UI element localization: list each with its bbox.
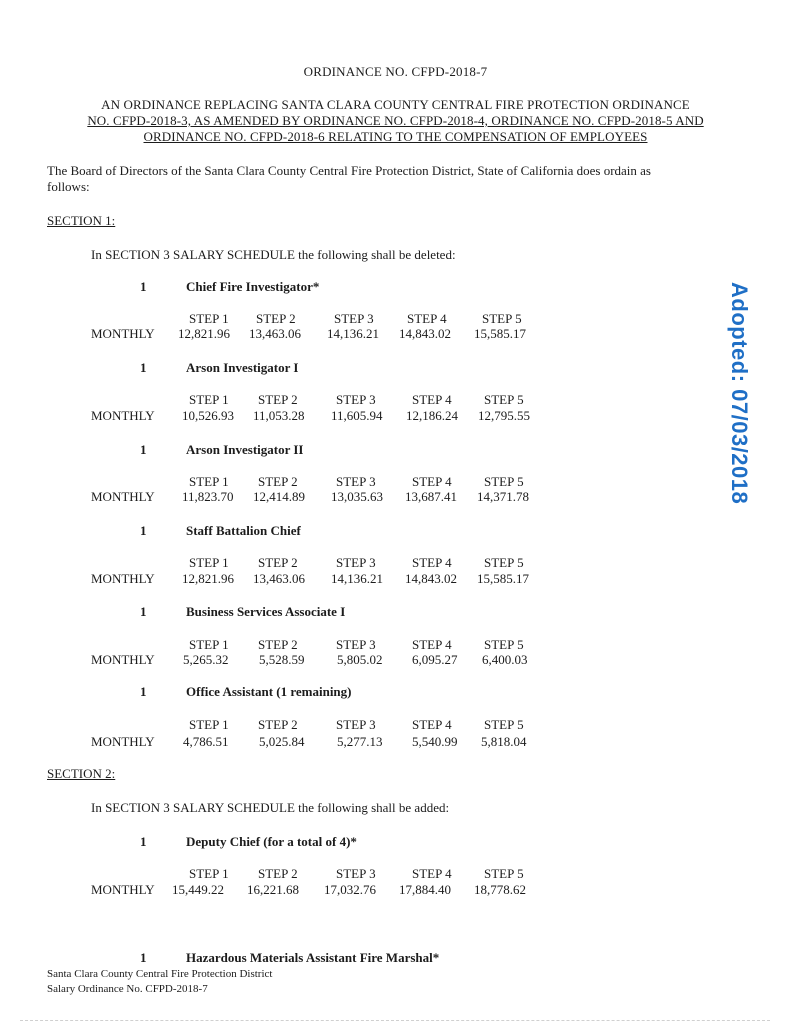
position-title: Arson Investigator II xyxy=(186,442,304,457)
step-label: STEP 3 xyxy=(336,392,376,407)
salary-value: 5,805.02 xyxy=(337,652,383,667)
position-title: Deputy Chief (for a total of 4)* xyxy=(186,834,357,849)
salary-value: 14,843.02 xyxy=(405,571,457,586)
step-label: STEP 5 xyxy=(484,555,524,570)
position-count: 1 xyxy=(140,950,147,965)
step-label: STEP 1 xyxy=(189,717,229,732)
ordinance-title: ORDINANCE NO. CFPD-2018-7 xyxy=(303,64,488,79)
step-label: STEP 2 xyxy=(258,555,298,570)
step-label: STEP 2 xyxy=(256,311,296,326)
salary-value: 4,786.51 xyxy=(183,734,229,749)
salary-value: 6,095.27 xyxy=(412,652,458,667)
position-title: Chief Fire Investigator* xyxy=(186,279,320,294)
salary-value: 11,053.28 xyxy=(253,408,305,423)
monthly-label: MONTHLY xyxy=(91,652,155,667)
monthly-label: MONTHLY xyxy=(91,571,155,586)
monthly-label: MONTHLY xyxy=(91,408,155,423)
salary-value: 5,818.04 xyxy=(481,734,527,749)
heading-line-1: AN ORDINANCE REPLACING SANTA CLARA COUNTY CENTRAL FIRE PROTECTION ORDINANCE xyxy=(101,97,690,112)
step-label: STEP 3 xyxy=(336,555,376,570)
monthly-label: MONTHLY xyxy=(91,882,155,897)
salary-value: 15,585.17 xyxy=(474,326,526,341)
position-title: Business Services Associate I xyxy=(186,604,346,619)
step-label: STEP 4 xyxy=(412,717,452,732)
salary-value: 6,400.03 xyxy=(482,652,528,667)
step-label: STEP 4 xyxy=(412,392,452,407)
salary-value: 5,025.84 xyxy=(259,734,305,749)
step-label: STEP 5 xyxy=(484,866,524,881)
step-label: STEP 3 xyxy=(336,866,376,881)
salary-value: 14,843.02 xyxy=(399,326,451,341)
salary-value: 13,463.06 xyxy=(249,326,301,341)
footer-line-2: Salary Ordinance No. CFPD-2018-7 xyxy=(47,983,208,995)
salary-value: 17,884.40 xyxy=(399,882,451,897)
position-title: Hazardous Materials Assistant Fire Marshal* xyxy=(186,950,440,965)
step-label: STEP 1 xyxy=(189,637,229,652)
page-edge-divider xyxy=(20,1020,770,1022)
step-label: STEP 2 xyxy=(258,474,298,489)
salary-value: 10,526.93 xyxy=(182,408,234,423)
position-count: 1 xyxy=(140,442,147,457)
step-label: STEP 4 xyxy=(412,866,452,881)
position-count: 1 xyxy=(140,604,147,619)
salary-value: 11,605.94 xyxy=(331,408,383,423)
step-label: STEP 4 xyxy=(407,311,447,326)
salary-value: 18,778.62 xyxy=(474,882,526,897)
heading-line-2: NO. CFPD-2018-3, AS AMENDED BY ORDINANCE NO. CFPD-2018-4, ORDINANCE NO. CFPD-2018-5 AND xyxy=(87,113,704,128)
position-title: Staff Battalion Chief xyxy=(186,523,301,538)
step-label: STEP 4 xyxy=(412,474,452,489)
step-label: STEP 1 xyxy=(189,866,229,881)
position-title: Arson Investigator I xyxy=(186,360,299,375)
intro-line-2: follows: xyxy=(47,179,90,194)
salary-value: 12,821.96 xyxy=(178,326,230,341)
step-label: STEP 5 xyxy=(484,392,524,407)
step-label: STEP 3 xyxy=(334,311,374,326)
footer-line-1: Santa Clara County Central Fire Protection District xyxy=(47,968,273,980)
position-count: 1 xyxy=(140,360,147,375)
salary-value: 14,136.21 xyxy=(327,326,379,341)
salary-value: 12,186.24 xyxy=(406,408,458,423)
step-label: STEP 2 xyxy=(258,866,298,881)
salary-value: 15,449.22 xyxy=(172,882,224,897)
step-label: STEP 1 xyxy=(189,392,229,407)
intro-line-1: The Board of Directors of the Santa Clara County Central Fire Protection District, State of California does ordain as xyxy=(47,163,651,178)
section-1-instruction: In SECTION 3 SALARY SCHEDULE the following shall be deleted: xyxy=(91,247,456,262)
step-label: STEP 4 xyxy=(412,637,452,652)
salary-value: 13,035.63 xyxy=(331,489,383,504)
section-2-instruction: In SECTION 3 SALARY SCHEDULE the following shall be added: xyxy=(91,800,450,815)
heading-line-3: ORDINANCE NO. CFPD-2018-6 RELATING TO THE COMPENSATION OF EMPLOYEES xyxy=(143,129,648,144)
step-label: STEP 5 xyxy=(482,311,522,326)
salary-value: 5,277.13 xyxy=(337,734,383,749)
position-title: Office Assistant (1 remaining) xyxy=(186,684,352,699)
position-count: 1 xyxy=(140,523,147,538)
salary-value: 16,221.68 xyxy=(247,882,299,897)
salary-value: 5,528.59 xyxy=(259,652,305,667)
section-2-title: SECTION 2: xyxy=(47,766,116,781)
salary-value: 17,032.76 xyxy=(324,882,376,897)
step-label: STEP 2 xyxy=(258,717,298,732)
step-label: STEP 5 xyxy=(484,717,524,732)
salary-value: 13,687.41 xyxy=(405,489,457,504)
step-label: STEP 3 xyxy=(336,717,376,732)
step-label: STEP 2 xyxy=(258,392,298,407)
adopted-stamp-text: Adopted: 07/03/2018 xyxy=(727,282,752,505)
step-label: STEP 1 xyxy=(189,311,229,326)
step-label: STEP 3 xyxy=(336,637,376,652)
step-label: STEP 2 xyxy=(258,637,298,652)
monthly-label: MONTHLY xyxy=(91,326,155,341)
salary-value: 12,414.89 xyxy=(253,489,305,504)
step-label: STEP 3 xyxy=(336,474,376,489)
step-label: STEP 1 xyxy=(189,474,229,489)
position-count: 1 xyxy=(140,834,147,849)
salary-value: 15,585.17 xyxy=(477,571,529,586)
monthly-label: MONTHLY xyxy=(91,489,155,504)
salary-value: 14,371.78 xyxy=(477,489,529,504)
salary-value: 12,795.55 xyxy=(478,408,530,423)
step-label: STEP 1 xyxy=(189,555,229,570)
salary-value: 5,540.99 xyxy=(412,734,458,749)
salary-value: 13,463.06 xyxy=(253,571,305,586)
step-label: STEP 5 xyxy=(484,637,524,652)
step-label: STEP 5 xyxy=(484,474,524,489)
step-label: STEP 4 xyxy=(412,555,452,570)
position-count: 1 xyxy=(140,684,147,699)
salary-value: 14,136.21 xyxy=(331,571,383,586)
monthly-label: MONTHLY xyxy=(91,734,155,749)
salary-value: 11,823.70 xyxy=(182,489,234,504)
salary-value: 5,265.32 xyxy=(183,652,229,667)
position-count: 1 xyxy=(140,279,147,294)
section-1-title: SECTION 1: xyxy=(47,213,116,228)
salary-value: 12,821.96 xyxy=(182,571,234,586)
